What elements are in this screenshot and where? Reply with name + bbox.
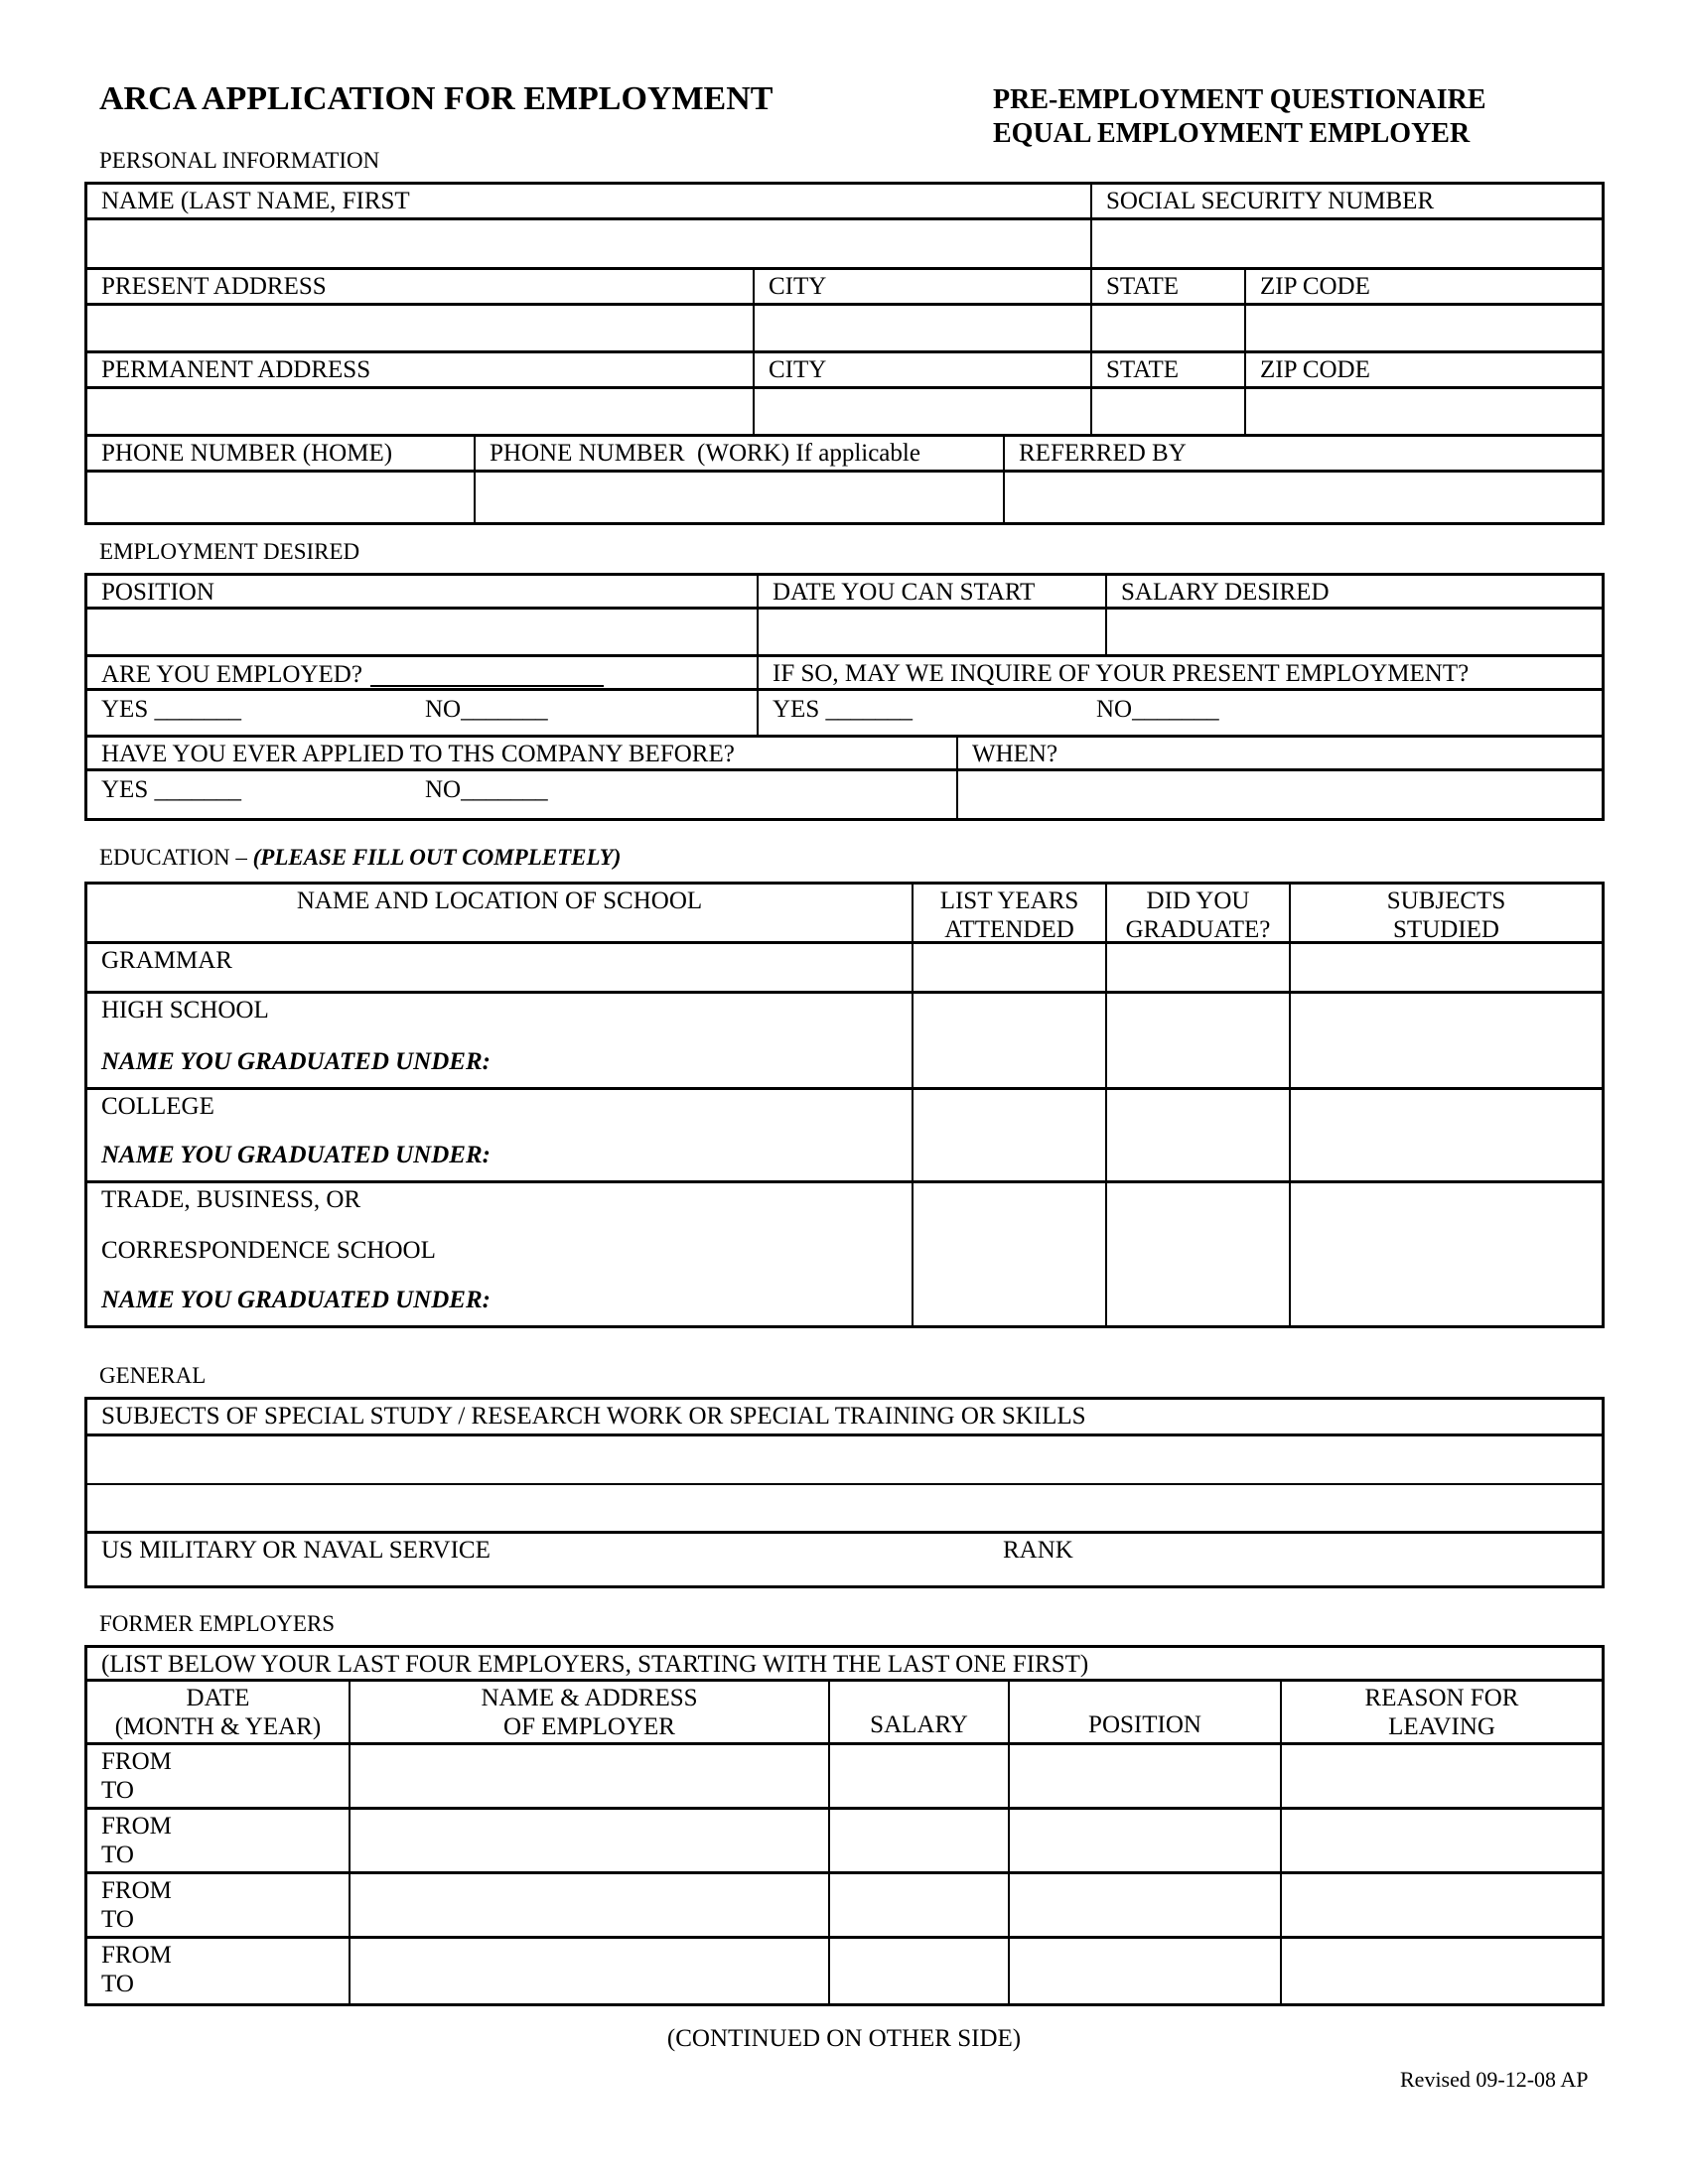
employer-header-line-2: OF EMPLOYER (503, 1712, 675, 1740)
employer-column-header (351, 1682, 830, 1742)
inquire-yes-option[interactable]: YES _______ (773, 696, 913, 723)
date-column-header (87, 1682, 351, 1742)
phone-work-input-cell[interactable] (476, 473, 1005, 522)
present-city-label: CITY (769, 273, 827, 300)
permanent-address-label: PERMANENT ADDRESS (101, 356, 371, 383)
employer-1-salary-cell[interactable] (830, 1745, 1010, 1807)
high-school-row-label: HIGH SCHOOL (101, 997, 269, 1024)
special-study-input-row-2[interactable] (87, 1485, 1602, 1531)
date-start-input-cell[interactable] (759, 610, 1107, 654)
are-you-employed-label: ARE YOU EMPLOYED? (101, 661, 362, 688)
phone-home-label: PHONE NUMBER (HOME) (101, 440, 393, 467)
applied-before-label: HAVE YOU EVER APPLIED TO THS COMPANY BEFORE? (101, 741, 735, 767)
to-label: TO (101, 1971, 134, 1998)
to-label: TO (101, 1841, 134, 1868)
date-header-line-2: (MONTH & YEAR) (114, 1712, 322, 1740)
name-input-cell[interactable] (87, 220, 1092, 267)
inquire-yes-no-cell[interactable] (759, 691, 1602, 735)
subjects-header-line-2: STUDIED (1393, 915, 1499, 941)
are-you-employed-fill-line[interactable] (370, 660, 604, 687)
years-header-line-1: LIST YEARS (939, 887, 1079, 914)
employer-2-name-address-cell[interactable] (351, 1810, 830, 1871)
referred-by-label: REFERRED BY (1019, 440, 1187, 467)
revision-note: Revised 09-12-08 AP (1400, 2067, 1589, 2092)
employed-yes-no-cell[interactable] (87, 691, 759, 735)
employer-3-name-address-cell[interactable] (351, 1874, 830, 1936)
grammar-graduate-input-cell[interactable] (1107, 944, 1291, 991)
page-title: ARCA APPLICATION FOR EMPLOYMENT (99, 80, 774, 117)
reason-column-header (1282, 1682, 1602, 1742)
permanent-zip-label: ZIP CODE (1260, 356, 1370, 383)
graduate-header-line-2: GRADUATE? (1125, 915, 1271, 941)
education-table (84, 882, 1605, 1328)
college-subjects-input-cell[interactable] (1291, 1090, 1602, 1180)
subtitle-line-1: PRE-EMPLOYMENT QUESTIONAIRE (993, 84, 1486, 115)
subjects-header-line-1: SUBJECTS (1386, 887, 1506, 914)
present-zip-input-cell[interactable] (1246, 306, 1602, 350)
employer-row-2 (87, 1810, 1602, 1874)
employed-yes-option[interactable]: YES _______ (101, 696, 241, 723)
former-employers-table (84, 1645, 1605, 2006)
college-graduate-input-cell[interactable] (1107, 1090, 1291, 1180)
ssn-label: SOCIAL SECURITY NUMBER (1106, 188, 1435, 214)
high-school-subjects-input-cell[interactable] (1291, 994, 1602, 1087)
date-header-line-1: DATE (186, 1685, 250, 1711)
employer-4-position-cell[interactable] (1010, 1939, 1282, 2003)
from-label: FROM (101, 1942, 172, 1969)
inquire-present-employment-label: IF SO, MAY WE INQUIRE OF YOUR PRESENT EMPLOYMENT? (773, 660, 1470, 687)
name-label: NAME (LAST NAME, FIRST (101, 188, 410, 214)
reason-header-line-2: LEAVING (1388, 1712, 1495, 1740)
subjects-column-header (1291, 885, 1602, 941)
graduate-header-line-1: DID YOU (1146, 887, 1250, 914)
high-school-graduate-input-cell[interactable] (1107, 994, 1291, 1087)
phone-home-input-cell[interactable] (87, 473, 476, 522)
present-address-label: PRESENT ADDRESS (101, 273, 327, 300)
grammar-row-label: GRAMMAR (101, 947, 232, 974)
permanent-state-input-cell[interactable] (1092, 389, 1246, 434)
when-label: WHEN? (972, 741, 1058, 767)
employer-3-date-cell[interactable] (87, 1874, 351, 1936)
personal-information-table (84, 182, 1605, 525)
permanent-state-label: STATE (1106, 356, 1179, 383)
high-school-graduated-under-label: NAME YOU GRADUATED UNDER: (101, 1048, 491, 1076)
applied-yes-option[interactable]: YES _______ (101, 776, 241, 803)
applied-yes-no-cell[interactable] (87, 771, 958, 818)
employer-3-salary-cell[interactable] (830, 1874, 1010, 1936)
military-service-row[interactable] (87, 1534, 1602, 1585)
trade-graduated-under-label: NAME YOU GRADUATED UNDER: (101, 1287, 491, 1314)
position-input-cell[interactable] (87, 610, 759, 654)
to-label: TO (101, 1776, 134, 1804)
section-education (99, 845, 621, 871)
employer-4-salary-cell[interactable] (830, 1939, 1010, 2003)
school-column-header: NAME AND LOCATION OF SCHOOL (296, 887, 703, 914)
employer-row-4 (87, 1939, 1602, 2003)
to-label: TO (101, 1905, 134, 1933)
ssn-input-cell[interactable] (1092, 220, 1602, 267)
employer-3-position-cell[interactable] (1010, 1874, 1282, 1936)
section-former-employers: FORMER EMPLOYERS (99, 1611, 336, 1636)
rank-label: RANK (1003, 1537, 1073, 1564)
employer-2-date-cell[interactable] (87, 1810, 351, 1871)
years-attended-column-header (914, 885, 1107, 941)
position-label: POSITION (101, 579, 214, 606)
section-employment-desired: EMPLOYMENT DESIRED (99, 539, 360, 564)
grammar-years-input-cell[interactable] (914, 944, 1107, 991)
reason-header-line-1: REASON FOR (1364, 1685, 1519, 1711)
continued-note: (CONTINUED ON OTHER SIDE) (666, 2025, 1022, 2052)
years-header-line-2: ATTENDED (944, 915, 1074, 941)
special-study-label: SUBJECTS OF SPECIAL STUDY / RESEARCH WORK OR SPECIAL TRAINING OR SKILLS (101, 1403, 1086, 1430)
from-label: FROM (101, 1813, 172, 1840)
employed-no-option[interactable]: NO_______ (425, 696, 548, 723)
college-row-label: COLLEGE (101, 1093, 214, 1120)
employer-header-line-1: NAME & ADDRESS (481, 1685, 698, 1711)
referred-by-input-cell[interactable] (1005, 473, 1602, 522)
former-employers-instruction: (LIST BELOW YOUR LAST FOUR EMPLOYERS, STARTING WITH THE LAST ONE FIRST) (101, 1651, 1089, 1678)
general-table (84, 1397, 1605, 1588)
trade-years-input-cell[interactable] (914, 1183, 1107, 1325)
phone-work-label: PHONE NUMBER (WORK) If applicable (490, 440, 920, 467)
employer-2-salary-cell[interactable] (830, 1810, 1010, 1871)
permanent-city-input-cell[interactable] (755, 389, 1092, 434)
section-general: GENERAL (99, 1363, 207, 1388)
grammar-subjects-input-cell[interactable] (1291, 944, 1602, 991)
permanent-address-input-cell[interactable] (87, 389, 755, 434)
education-label-emphasis: (PLEASE FILL OUT COMPLETELY) (252, 845, 622, 870)
present-city-input-cell[interactable] (755, 306, 1092, 350)
graduate-column-header (1107, 885, 1291, 941)
employer-4-date-cell[interactable] (87, 1939, 351, 2003)
page-subtitle (993, 83, 1486, 151)
present-state-input-cell[interactable] (1092, 306, 1246, 350)
from-label: FROM (101, 1748, 172, 1775)
inquire-no-option[interactable]: NO_______ (1096, 696, 1219, 723)
section-personal-information: PERSONAL INFORMATION (99, 148, 380, 173)
when-input-cell[interactable] (958, 771, 1602, 818)
from-label: FROM (101, 1877, 172, 1904)
college-years-input-cell[interactable] (914, 1090, 1107, 1180)
position-column-header: POSITION (1088, 1711, 1201, 1739)
present-zip-label: ZIP CODE (1260, 273, 1370, 300)
employer-2-position-cell[interactable] (1010, 1810, 1282, 1871)
employer-1-date-cell[interactable] (87, 1745, 351, 1807)
education-label-prefix: EDUCATION – (99, 845, 253, 870)
employer-4-reason-cell[interactable] (1282, 1939, 1602, 2003)
employer-2-reason-cell[interactable] (1282, 1810, 1602, 1871)
applied-no-option[interactable]: NO_______ (425, 776, 548, 803)
employer-4-name-address-cell[interactable] (351, 1939, 830, 2003)
trade-subjects-input-cell[interactable] (1291, 1183, 1602, 1325)
salary-desired-label: SALARY DESIRED (1121, 579, 1330, 606)
employer-1-name-address-cell[interactable] (351, 1745, 830, 1807)
salary-column-header: SALARY (870, 1711, 968, 1739)
subtitle-line-2: EQUAL EMPLOYMENT EMPLOYER (993, 118, 1471, 149)
date-start-label: DATE YOU CAN START (773, 579, 1036, 606)
college-graduated-under-label: NAME YOU GRADUATED UNDER: (101, 1142, 491, 1169)
employer-1-reason-cell[interactable] (1282, 1745, 1602, 1807)
high-school-years-input-cell[interactable] (914, 994, 1107, 1087)
permanent-zip-input-cell[interactable] (1246, 389, 1602, 434)
salary-desired-input-cell[interactable] (1107, 610, 1602, 654)
trade-row-label-line-1: TRADE, BUSINESS, OR (101, 1186, 361, 1213)
special-study-input-row-1[interactable] (87, 1436, 1602, 1483)
trade-row-label-line-2: CORRESPONDENCE SCHOOL (101, 1236, 436, 1264)
employer-3-reason-cell[interactable] (1282, 1874, 1602, 1936)
employer-row-3 (87, 1874, 1602, 1939)
employer-row-1 (87, 1745, 1602, 1810)
employer-1-position-cell[interactable] (1010, 1745, 1282, 1807)
trade-graduate-input-cell[interactable] (1107, 1183, 1291, 1325)
present-state-label: STATE (1106, 273, 1179, 300)
employment-desired-table (84, 573, 1605, 821)
military-service-label: US MILITARY OR NAVAL SERVICE (101, 1537, 491, 1564)
present-address-input-cell[interactable] (87, 306, 755, 350)
permanent-city-label: CITY (769, 356, 827, 383)
